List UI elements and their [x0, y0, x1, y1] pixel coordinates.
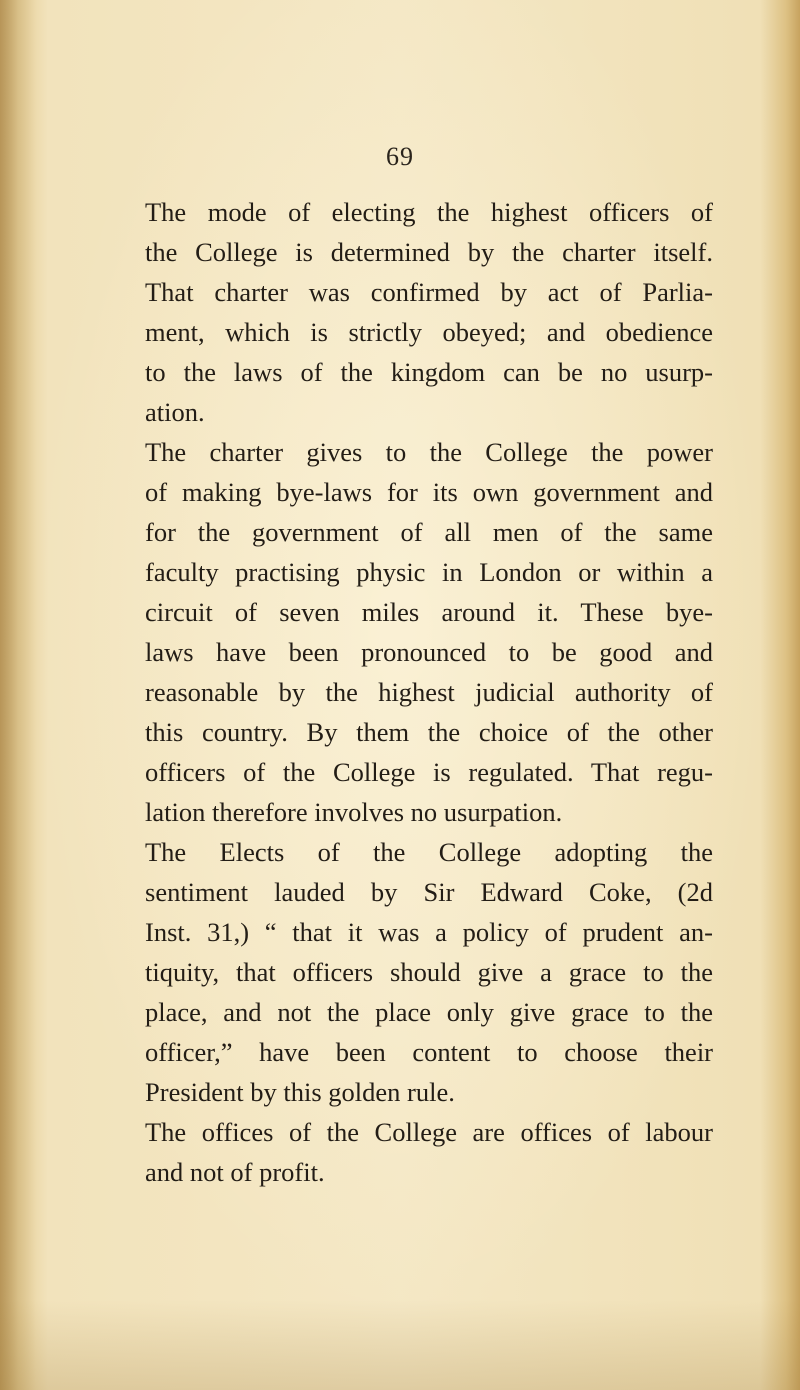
text-line: Inst. 31,) “ that it was a policy of prudent an-: [145, 917, 713, 947]
text-line: The offices of the College are offices of labour: [145, 1117, 713, 1147]
text-line: this country. By them the choice of the other: [145, 717, 713, 747]
text-line: officer,” have been content to choose their: [145, 1037, 713, 1067]
text-line: The charter gives to the College the power: [145, 437, 713, 467]
text-line: ment, which is strictly obeyed; and obedience: [145, 317, 713, 347]
text-line: That charter was confirmed by act of Parlia-: [145, 277, 713, 307]
page-bottom-shadow: [0, 1300, 800, 1390]
page-edge-shadow: [0, 0, 36, 1390]
text-line: circuit of seven miles around it. These bye-: [145, 597, 713, 627]
text-line: and not of profit.: [145, 1157, 325, 1187]
text-line: place, and not the place only give grace to the: [145, 997, 713, 1027]
text-line: tiquity, that officers should give a grace to the: [145, 957, 713, 987]
text-line: reasonable by the highest judicial authority of: [145, 677, 713, 707]
text-line: ation.: [145, 397, 205, 427]
text-line: the College is determined by the charter itself.: [145, 237, 713, 267]
text-line: The mode of electing the highest officers of: [145, 197, 713, 227]
text-line: to the laws of the kingdom can be no usurp-: [145, 357, 713, 387]
text-line: sentiment lauded by Sir Edward Coke, (2d: [145, 877, 713, 907]
body-text: [145, 192, 713, 1192]
page-number: 69: [386, 142, 414, 171]
text-line: laws have been pronounced to be good and: [145, 637, 713, 667]
text-line: The Elects of the College adopting the: [145, 837, 713, 867]
text-line: officers of the College is regulated. That regu-: [145, 757, 713, 787]
text-line: lation therefore involves no usurpation.: [145, 797, 563, 827]
text-line: for the government of all men of the same: [145, 517, 713, 547]
text-line: faculty practising physic in London or within a: [145, 557, 713, 587]
text-line: President by this golden rule.: [145, 1077, 455, 1107]
text-line: of making bye-laws for its own government and: [145, 477, 713, 507]
